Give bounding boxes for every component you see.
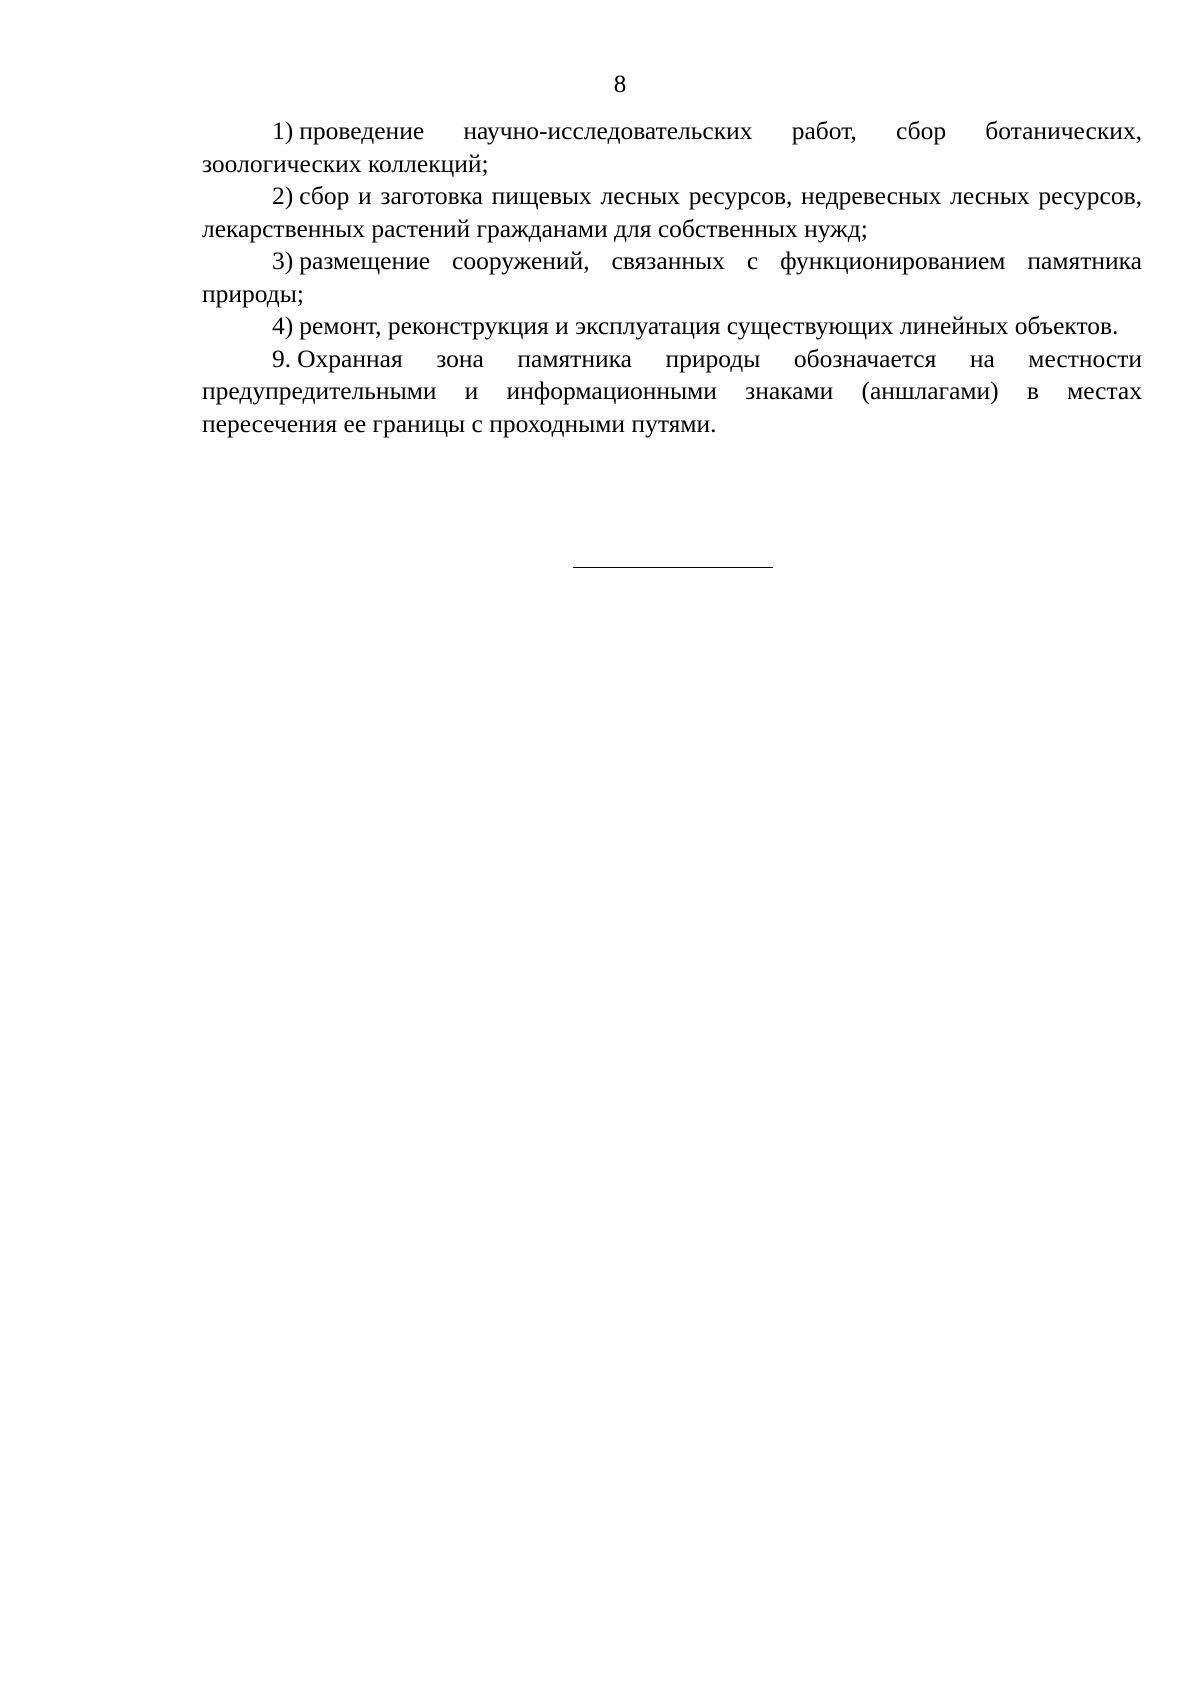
- list-item: [202, 180, 1142, 245]
- item-text: ремонт, реконструкция и эксплуатация существующих линейных объектов.: [299, 311, 1119, 340]
- page-number: 8: [613, 71, 627, 98]
- clause-text: Охранная зона памятника природы обозначается на местности предупредительными и информационными знаками (аншлагами) в местах пересечения ее границы с проходными путями.: [202, 343, 1142, 438]
- end-separator-line: [573, 567, 773, 568]
- list-item: [202, 310, 1142, 343]
- item-number: 4): [272, 311, 294, 340]
- list-item: [202, 245, 1142, 310]
- item-text: проведение научно-исследовательских работ, сбор ботанических, зоологических коллекций;: [202, 116, 1142, 178]
- clause-paragraph: [202, 343, 1142, 441]
- item-text: размещение сооружений, связанных с функционированием памятника природы;: [202, 246, 1142, 308]
- item-number: 2): [272, 181, 294, 210]
- item-number: 3): [272, 246, 294, 275]
- document-body: [202, 115, 1142, 440]
- item-text: сбор и заготовка пищевых лесных ресурсов, недревесных лесных ресурсов, лекарственных растений гражданами для собственных нужд;: [202, 181, 1142, 243]
- item-number: 1): [272, 116, 294, 145]
- clause-number: 9.: [272, 343, 292, 373]
- list-item: [202, 115, 1142, 180]
